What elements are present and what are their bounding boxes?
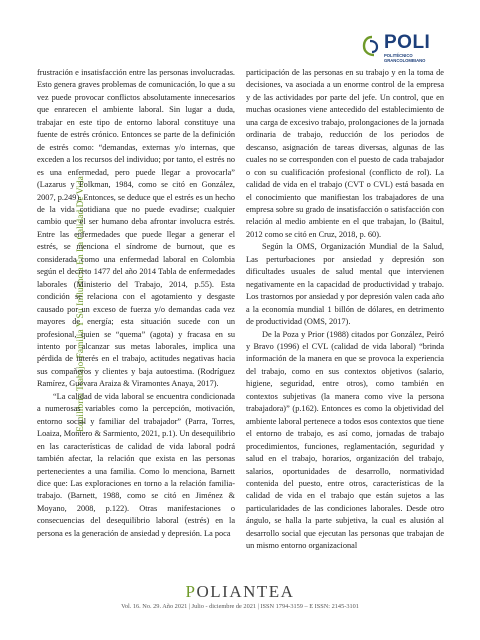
brand-rest: OLIANTEA <box>196 582 295 601</box>
running-side-title: Equilibrio Trabajo-Familia Y Su Influencia En La Calidad De Vida <box>76 176 86 432</box>
right-column <box>246 67 444 553</box>
paragraph: “La calidad de vida laboral se encuentra condicionada a numerosas variables como la percepción, motivación, entorno social y familiar del trabajador” (Parra, Torres, Loaiza, Montero & Sarmiento, 2021, p.1). Un desequilibrio en las características de calidad de vida laboral podrá también afectar, la relación que exista en las personas pertenecientes a una familia. Como lo menciona, Barnett dice que: Las exploraciones en torno a la relación familia-trabajo. (Barnett, 1988, como se citó en Jiménez & Moyano, 2008, p.122). Otras manifestaciones o consecuencias del desequilibrio laboral (estrés) en la persona es la generación de ansiedad y depresión. La poca <box>37 391 235 538</box>
paragraph: Según la OMS, Organización Mundial de la Salud, Las perturbaciones por ansiedad y depresión son dificultades usuales de salud mental que intervienen negativamente en la capacidad de productividad y trabajo. Los trastornos por ansiedad y por depresión valen cada año a la economía mundial 1 billón de dólares, en detrimento de productividad (OMS, 2017). <box>246 242 444 327</box>
poli-logo <box>362 33 438 69</box>
brand-initial: P <box>185 582 197 601</box>
journal-issue-info: Vol. 16. No. 29. Año 2021 | Julio - diciembre de 2021 | ISSN 1794-3159 – E ISSN: 2145-3101 <box>121 603 359 610</box>
logo-mark-icon <box>362 35 382 57</box>
journal-brand <box>0 582 480 602</box>
paragraph: De la Poza y Prior (1988) citados por González, Peiró y Bravo (1996) el CVL (calidad de vida laboral) “brinda información de la manera en que se provoca la experiencia del trabajo, como en sus contextos objetivos (salario, higiene, seguridad, entre otros), como también en contextos subjetivas (la manera como vive la persona trabajadora)” (p.162). Entonces es como la objetividad del ambiente laboral pertenece a todos esos contextos que tiene el entorno de trabajo, es así como, jornadas de trabajo procedimientos, funciones, reglamentación, seguridad y salud en el trabajo, horarios, organización del trabajo, salarios, oportunidades de desarrollo, normatividad contenida del puesto, entre otros, características de la calidad de vida en el trabajo que están sujetos a las particularidades de las condiciones laborales. Desde otro ángulo, se halla la parte subjetiva, la cual es alusión al desarrollo social que ejecutan las personas que trabajan de un mismo entorno organizacional <box>246 329 444 551</box>
paragraph: frustración e insatisfacción entre las personas involucradas. Esto genera graves problemas de comunicación, lo que a su vez puede provocar conflictos absolutamente innecesarios que enrarecen el ambiente laboral. Sin lugar a duda, trabajar en este tipo de entorno laboral constituye una fuente de estrés crónico. Entonces se parte de la definición de estrés como: “demandas, externas y/o internas, que exceden a los recursos del individuo; por tanto, el estrés no es una enfermedad, pero puede llegar a provocarla” (Lazarus y Folkman, 1984, como se citó en González, 2007, p.249). Entonces, se deduce que el estrés es un hecho de la vida cotidiana que no puede evadirse; cualquier cambio que el ser humano deba afrontar involucra estrés. Entre las enfermedades que puede llegar a generar el estrés, se menciona el síndrome de burnout, que es considerada como una enfermedad laboral en Colombia según el decreto 1477 del año 2014 Tabla de enfermedades laborales (Ministerio del Trabajo, 2014, p.55). Esta condición se relaciona con el agotamiento y desgaste causado por un exceso de fuerza y/o demandas cada vez mayores de energía; esta situación sucede con un profesional, quien se “quema” (agota) y fracasa en su intento por alcanzar sus metas laborales, implica una pérdida de interés en el trabajo, actitudes negativas hacia sus compañeros y clientes y baja autoestima. (Rodríguez Ramírez, Guevara Araiza & Viramontes Anaya, 2017). <box>37 68 235 389</box>
left-column <box>37 67 235 540</box>
logo-name: POLI <box>384 32 431 53</box>
paragraph: participación de las personas en su trabajo y en la toma de decisiones, va asociada a un enorme control de la empresa y de las actividades por parte del jefe. Un control, que en muchas ocasiones viene antecedido del establecimiento de una carga de excesivo trabajo, prolongaciones de la jornada ordinaria de trabajo, reducción de los periodos de descanso, asignación de tareas diversas, algunas de las cuales no se corresponden con el puesto de cada trabajador o con su cualificación profesional (conflicto de rol). La calidad de vida en el trabajo (CVT o CVL) está basada en el conocimiento que manifiestan los trabajadores de una empresa sobre su grado de insatisfacción o satisfacción con relación al medio ambiente en el que trabajan, lo (Baitul, 2012 como se citó en Cruz, 2018, p. 60). <box>246 68 444 239</box>
logo-subtitle: POLITÉCNICO GRANCOLOMBIANO <box>384 53 426 63</box>
